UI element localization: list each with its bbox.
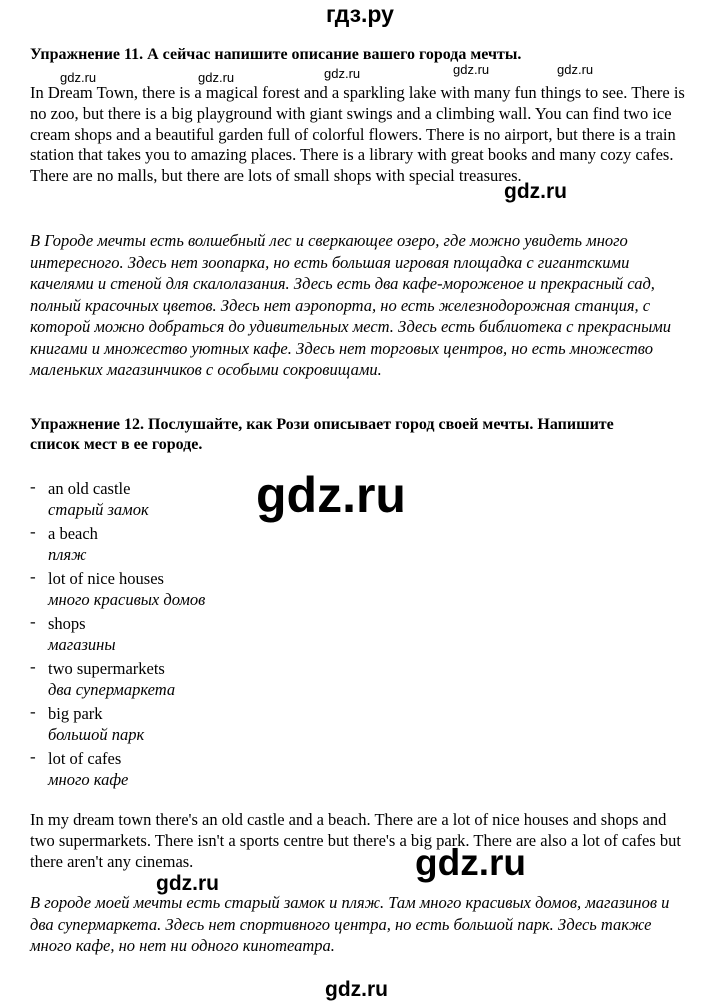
places-list — [30, 478, 205, 793]
watermark: gdz.ru — [453, 62, 490, 77]
place-english: lot of cafes — [48, 749, 122, 768]
place-english: an old castle — [48, 479, 131, 498]
list-bullet: - — [30, 657, 36, 676]
place-russian: большой парк — [48, 725, 145, 744]
exercise-12-russian-translation: В городе моей мечты есть старый замок и пляж. Там много красивых домов, магазинов и два супермаркета. Здесь нет спортивного центра, но есть большой парк. Здесь также много кафе, но нет ни одного кинотеатра. — [30, 893, 670, 955]
watermark: gdz.ru — [415, 842, 526, 883]
place-russian: много красивых домов — [48, 590, 206, 609]
list-bullet: - — [30, 522, 36, 541]
watermark: gdz.ru — [256, 467, 406, 523]
place-english: big park — [48, 704, 103, 723]
watermark: gdz.ru — [557, 62, 594, 77]
watermark: gdz.ru — [504, 180, 567, 203]
place-english: lot of nice houses — [48, 569, 164, 588]
list-item — [30, 568, 205, 613]
list-item — [30, 703, 205, 748]
list-bullet: - — [30, 567, 36, 586]
list-item — [30, 613, 205, 658]
place-russian: много кафе — [48, 770, 129, 789]
watermark: gdz.ru — [324, 66, 361, 81]
exercise-11-russian-translation: В Городе мечты есть волшебный лес и сверкающее озеро, где можно увидеть много интересного. Здесь нет зоопарка, но есть большая игровая площадка с гигантскими качелями и стеной для скалолазания. Здесь есть два кафе-мороженое и прекрасный сад, полный красочных цветов. Здесь нет аэропорта, но есть железнодорожная станция, с которой можно добраться до удивительных мест. Здесь есть библиотека с прекрасными книгами и множество уютных кафе. Здесь нет торговых центров, но есть множество маленьких магазинчиков с особыми сокровищами. — [30, 231, 672, 379]
place-english: two supermarkets — [48, 659, 165, 678]
exercise-12-english-text: In my dream town there's an old castle and a beach. There are a lot of nice houses and shops and two supermarkets. There isn't a sports centre but there's a big park. There are also a lot of cafes but there aren't any cinemas. — [30, 810, 681, 871]
exercise-12-heading: Упражнение 12. Послушайте, как Рози описывает город своей мечты. Напишите список мест в ее городе. — [30, 416, 614, 453]
list-bullet: - — [30, 477, 36, 496]
place-russian: старый замок — [48, 500, 149, 519]
list-bullet: - — [30, 612, 36, 631]
exercise-11-heading: Упражнение 11. А сейчас напишите описание вашего города мечты. — [30, 46, 522, 63]
watermark: gdz.ru — [156, 872, 219, 895]
place-english: shops — [48, 614, 86, 633]
place-russian: пляж — [48, 545, 87, 564]
place-russian: два супермаркета — [48, 680, 176, 699]
list-item — [30, 478, 205, 523]
place-russian: магазины — [48, 635, 116, 654]
list-item — [30, 523, 205, 568]
watermark: gdz.ru — [198, 70, 235, 85]
list-bullet: - — [30, 702, 36, 721]
list-item — [30, 658, 205, 703]
site-title: гдз.ру — [326, 1, 394, 27]
watermark: gdz.ru — [325, 978, 388, 1001]
watermark: gdz.ru — [60, 70, 97, 85]
place-english: a beach — [48, 524, 98, 543]
list-bullet: - — [30, 747, 36, 766]
list-item — [30, 748, 205, 793]
exercise-11-english-text: In Dream Town, there is a magical forest and a sparkling lake with many fun things to see. There is no zoo, but there is a big playground with giant swings and a climbing wall. You can find two ice cream shops and a beautiful garden full of colorful flowers. There is no airport, but there is a train station that takes you to amazing places. There is a library with great books and many cozy cafes. There are no malls, but there are lots of small shops with special treasures. — [30, 83, 685, 186]
